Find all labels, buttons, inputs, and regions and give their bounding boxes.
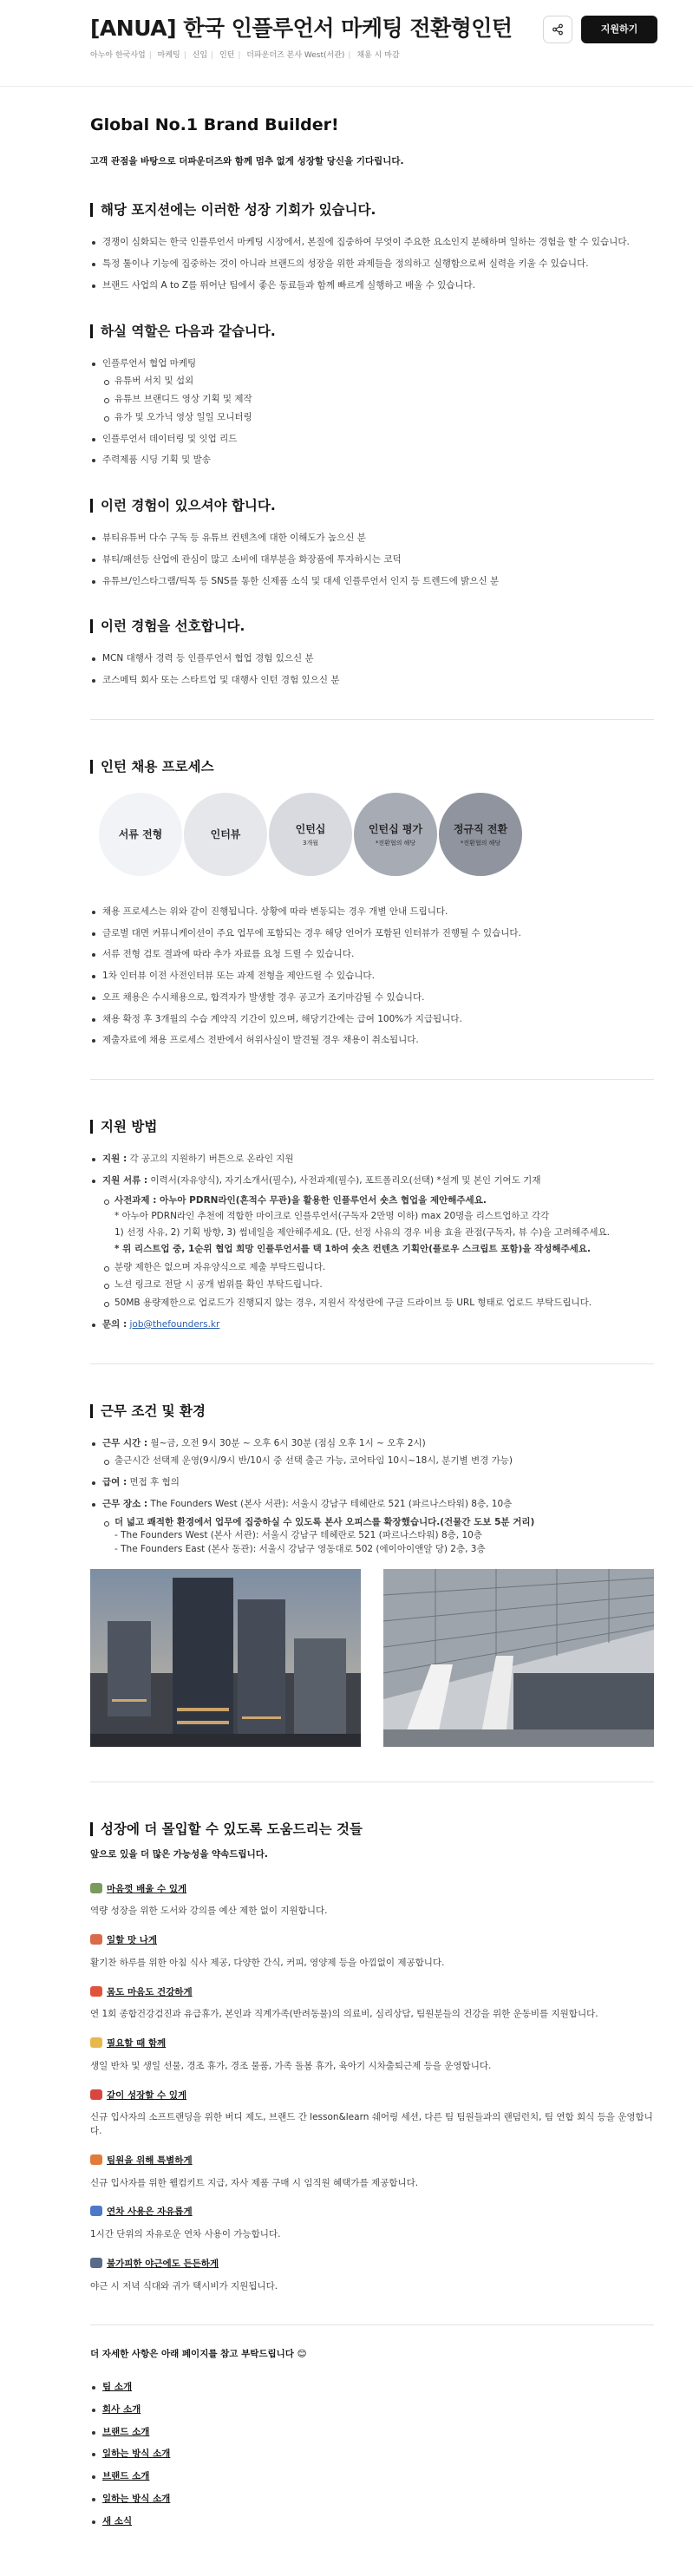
list-item: 브랜드 사업의 A to Z를 뛰어난 팀에서 좋은 동료들과 함께 빠르게 실행하고 배울 수 있습니다.: [90, 279, 654, 293]
item-label: 근무 시간 :: [102, 1437, 148, 1448]
job-meta: 아누아 한국사업 | 마케팅 | 신입 | 인턴 | 더파운더즈 본사 West(서관) | 채용 시 마감: [90, 51, 400, 60]
list-item: 서류 전형 검토 결과에 따라 추가 자료를 요청 드릴 수 있습니다.: [90, 948, 654, 962]
list-item: 1차 인터뷰 이전 사전인터뷰 또는 과제 전형을 제안드릴 수 있습니다.: [90, 970, 654, 984]
perk-item: [90, 1986, 654, 2023]
list-item-label: 인플루언서 협업 마케팅: [102, 357, 197, 369]
list-item: [90, 1437, 654, 1469]
section-title: 이런 경험을 선호합니다.: [90, 619, 654, 633]
perk-title: 일할 맛 나게: [107, 1935, 158, 1945]
perk-item: [90, 1934, 654, 1971]
office-photos: [90, 1569, 654, 1747]
perk-title: 같이 성장할 수 있게: [107, 2089, 187, 2101]
step-label: 인터뷰: [210, 827, 241, 840]
task-line: 1) 선정 사유, 2) 기획 방향, 3) 썸네일을 제안해주세요. (단, 선정 사유의 경우 비용 효율 관점(구독자, 뷰 수)을 고려해주세요.: [114, 1227, 611, 1238]
section-title: 해당 포지션에는 이러한 성장 기회가 있습니다.: [90, 203, 654, 217]
role-section: [90, 324, 654, 468]
apply-section: [90, 1120, 654, 1332]
perk-item: [90, 2037, 654, 2074]
process-section: [90, 760, 654, 1048]
book-icon: [90, 1883, 102, 1893]
food-icon: [90, 1934, 102, 1945]
item-text: 면접 후 협의: [127, 1477, 180, 1487]
divider: [90, 2324, 654, 2325]
process-step: [439, 793, 522, 876]
job-title: [ANUA] 한국 인플루언서 마케팅 전환형인턴: [90, 16, 513, 41]
process-step: [354, 793, 437, 876]
list-item: 주력제품 시딩 기획 및 발송: [90, 454, 654, 467]
intro-subtitle: 고객 관점을 바탕으로 더파운더즈와 함께 멈추 없게 성장할 당신을 기다립니다.: [90, 155, 404, 167]
sub-list-item: 50MB 용량제한으로 업로드가 진행되지 않는 경우, 지원서 작성란에 구글 드라이브 등 URL 형태로 업로드 부탁드립니다.: [102, 1297, 654, 1311]
list-item: [90, 2515, 654, 2529]
company-intro-link[interactable]: 회사 소개: [102, 2403, 141, 2415]
step-label: 정규직 전환: [453, 822, 508, 835]
perk-title: 필요할 때 함께: [107, 2038, 167, 2049]
list-item: 유튜브/인스타그램/틱톡 등 SNS를 통한 신제품 소식 및 대세 인플루언서 인지 등 트렌드에 밝으신 분: [90, 575, 654, 589]
sub-list-item: 유튜브 브랜디드 영상 기획 및 제작: [102, 393, 654, 407]
item-label: 근무 장소 :: [102, 1498, 148, 1509]
list-item: [90, 1174, 654, 1311]
perks-section: [90, 1822, 654, 2294]
meta-item: 아누아 한국사업: [90, 51, 146, 60]
apply-button[interactable]: 지원하기: [581, 16, 657, 43]
list-item: 코스메틱 회사 또는 스타트업 및 대행사 인턴 경험 있으신 분: [90, 674, 654, 688]
divider: [90, 1363, 654, 1364]
section-title: 하실 역할은 다음과 같습니다.: [90, 324, 654, 338]
perk-item: [90, 1883, 654, 1919]
list-item: [90, 1498, 654, 1557]
more-info-title: 더 자세한 사항은 아래 페이지를 참고 부탁드립니다 😊: [90, 2349, 307, 2360]
perks-subtitle: 앞으로 있을 더 많은 가능성을 약속드립니다.: [90, 1848, 268, 1860]
step-sublabel: *전환협의 해당: [375, 839, 416, 847]
perk-item: [90, 2206, 654, 2242]
share-button[interactable]: [543, 16, 572, 43]
list-item: 제출자료에 채용 프로세스 전반에서 허위사실이 발견될 경우 채용이 취소됩니다.: [90, 1034, 654, 1048]
task-line: * 아누아 PDRN라인 추천에 적합한 마이크로 인플루언서(구독자 2만명 이하) max 20명을 리스트업하고 각각: [114, 1211, 550, 1222]
sub-list-item: 노션 링크로 전달 시 공개 범위를 확인 부탁드립니다.: [102, 1278, 654, 1292]
calendar-icon: [90, 2206, 102, 2216]
list-item: [90, 1476, 654, 1490]
list-item: [90, 2426, 654, 2440]
process-step: [184, 793, 267, 876]
list-item: MCN 대행사 경력 등 인플루언서 협업 경험 있으신 분: [90, 652, 654, 666]
list-item: [90, 1153, 654, 1167]
share-icon: [552, 23, 564, 36]
work-style-link[interactable]: 일하는 방식 소개: [102, 2449, 171, 2460]
perk-desc: 생일 반차 및 생일 선물, 경조 휴가, 경조 물품, 가족 돌봄 휴가, 육아기 시차출퇴근제 등을 운영합니다.: [90, 2060, 492, 2071]
list-item: 오프 채용은 수시채용으로, 합격자가 발생할 경우 공고가 조기마감될 수 있습니다.: [90, 991, 654, 1005]
perk-item: [90, 2089, 654, 2139]
perk-title: 팀원을 위해 특별하게: [107, 2154, 193, 2166]
taxi-icon: [90, 2258, 102, 2268]
perk-title: 몸도 마음도 건강하게: [107, 1986, 193, 1997]
health-icon: [90, 1986, 102, 1997]
list-item: 채용 프로세스는 위와 같이 진행됩니다. 상황에 따라 변동되는 경우 개별 안내 드립니다.: [90, 906, 654, 919]
office-note: 더 넓고 쾌적한 환경에서 업무에 집중하실 수 있도록 본사 오피스를 확장했습니다.(건물간 도보 5분 거리): [114, 1516, 535, 1527]
team-icon: [90, 2089, 102, 2100]
process-step: [99, 793, 182, 876]
perk-title: 불가피한 야근에도 든든하게: [107, 2258, 219, 2269]
meta-item: 채용 시 마감: [356, 51, 400, 60]
intro-headline: Global No.1 Brand Builder!: [90, 115, 339, 134]
perk-desc: 역량 성장을 위한 도서와 강의를 예산 제한 없이 지원합니다.: [90, 1906, 328, 1917]
experience-section: [90, 499, 654, 588]
item-text: 이력서(자유양식), 자기소개서(필수), 사전과제(필수), 포트폴리오(선택) *설계 및 본인 기여도 기재: [147, 1174, 541, 1186]
meta-item: 신입: [192, 51, 208, 60]
section-title: 인턴 채용 프로세스: [90, 760, 654, 774]
sub-list-item: [102, 1194, 654, 1257]
perk-item: [90, 2154, 654, 2191]
divider: [90, 719, 654, 720]
item-text: 각 공고의 지원하기 버튼으로 온라인 지원: [127, 1154, 294, 1164]
list-item: [90, 2448, 654, 2462]
list-item: [90, 2493, 654, 2507]
perk-desc: 1시간 단위의 자유로운 연차 사용이 가능합니다.: [90, 2229, 281, 2239]
news-link[interactable]: 새 소식: [102, 2515, 133, 2527]
process-steps: [99, 793, 654, 876]
list-item: 경쟁이 심화되는 한국 인플루언서 마케팅 시장에서, 본질에 집중하여 무엇이 주요한 요소인지 분해하며 일하는 경험을 할 수 있습니다.: [90, 236, 654, 250]
perk-desc: 신규 입사자의 소프트랜딩을 위한 버디 제도, 브랜드 간 lesson&learn 쉐어링 세션, 다른 팀 팀원들과의 랜덤런치, 팀 연합 회식 등을 운영합니다.: [90, 2112, 653, 2136]
perk-desc: 야근 시 저녁 식대와 귀가 택시비가 지원됩니다.: [90, 2280, 278, 2292]
office-line: - The Founders West (본사 서관): 서울시 강남구 테헤란로 521 (파르나스타워) 8층, 10층: [114, 1530, 482, 1541]
item-label: 지원 서류 :: [102, 1174, 148, 1186]
meta-item: 인턴: [219, 51, 235, 60]
perk-title: 마음껏 배울 수 있게: [107, 1883, 187, 1894]
sub-list-item: 유가 및 오가닉 영상 일일 모니터링: [102, 411, 654, 425]
list-item: 뷰티/패션등 산업에 관심이 많고 소비에 대부분을 화장품에 투자하시는 코덕: [90, 553, 654, 567]
step-label: 서류 전형: [118, 827, 163, 840]
section-title: 지원 방법: [90, 1120, 654, 1134]
list-item: [90, 2470, 654, 2484]
family-icon: [90, 2037, 102, 2048]
meta-item: 마케팅: [157, 51, 180, 60]
item-label: 지원 :: [102, 1154, 127, 1164]
team-intro-link[interactable]: 팀 소개: [102, 2382, 133, 2392]
brand-intro-link[interactable]: 브랜드 소개: [102, 2426, 150, 2437]
item-text: The Founders West (본사 서관): 서울시 강남구 테헤란로 521 (파르나스타워) 8층, 10층: [147, 1498, 513, 1509]
section-title: 성장에 더 몰입할 수 있도록 도움드리는 것들: [90, 1822, 654, 1836]
job-description: [90, 113, 654, 2537]
work-style-link-2[interactable]: 일하는 방식 소개: [102, 2493, 171, 2504]
office-line: - The Founders East (본사 동관): 서울시 강남구 영동대로 502 (에이아이앤알 당) 2층, 3층: [114, 1544, 486, 1554]
sub-list-item: 유튜버 서치 및 섭외: [102, 375, 654, 389]
item-label: 문의 :: [102, 1318, 127, 1330]
list-item: 특정 툴이나 기능에 집중하는 것이 아니라 브랜드의 성장을 위한 과제들을 정의하고 실행함으로써 실력을 키울 수 있습니다.: [90, 258, 654, 271]
list-item: 뷰티유튜버 다수 구독 등 유튜브 컨텐츠에 대한 이해도가 높으신 분: [90, 532, 654, 546]
perk-title: 연차 사용은 자유롭게: [107, 2207, 193, 2218]
perk-desc: 활기찬 하루를 위한 아침 식사 제공, 다양한 간식, 커피, 영양제 등을 아낌없이 제공합니다.: [90, 1957, 445, 1968]
step-label: 인턴십: [295, 822, 326, 835]
task-line: * 위 리스트업 중, 1순위 협업 희망 인플루언서를 택 1하여 숏츠 컨텐츠 기획안(플로우 스크립트 포함)을 작성해주세요.: [114, 1243, 591, 1254]
process-step: [269, 793, 352, 876]
sub-list-item: [102, 1516, 654, 1557]
divider: [90, 1079, 654, 1080]
more-info-section: [90, 2348, 654, 2528]
gift-icon: [90, 2154, 102, 2165]
office-photo-east: [383, 1569, 654, 1747]
brand-intro-link-2[interactable]: 브랜드 소개: [102, 2471, 150, 2481]
meta-item: 더파운더즈 본사 West(서관): [246, 51, 345, 60]
list-item: [90, 1318, 654, 1332]
list-item: [90, 357, 654, 425]
contact-email-link[interactable]: job@thefounders.kr: [129, 1318, 220, 1330]
sub-list-item: 분량 제한은 없으며 자유양식으로 제출 부탁드립니다.: [102, 1261, 654, 1275]
perk-desc: 신규 입사자를 위한 웰컴키트 지급, 자사 제품 구매 시 임직원 혜택가를 제공합니다.: [90, 2177, 419, 2188]
list-item: 인플루언서 데이터링 및 잇업 리드: [90, 433, 654, 447]
item-label: 급여 :: [102, 1477, 127, 1487]
sub-list-item: 출근시간 선택제 운영(9시/9시 반/10시 중 선택 출근 가능, 코어타임 10시~18시, 분기별 변경 가능): [102, 1455, 654, 1468]
item-text: 월~금, 오전 9시 30분 ~ 오후 6시 30분 (점심 오후 1시 ~ 오후 2시): [147, 1437, 426, 1448]
step-sublabel: 3개월: [303, 839, 318, 847]
list-item: 채용 확정 후 3개월의 수습 계약직 기간이 있으며, 해당기간에는 급여 100%가 지급됩니다.: [90, 1013, 654, 1027]
list-item: [90, 2381, 654, 2395]
list-item: [90, 2403, 654, 2417]
task-heading: 사전과제 : 아누아 PDRN라인(흔적수 무관)을 활용한 인플루언서 숏츠 협업을 제안해주세요.: [114, 1194, 487, 1206]
perk-item: [90, 2258, 654, 2294]
step-label: 인턴십 평가: [368, 822, 423, 835]
section-title: 이런 경험이 있으셔야 합니다.: [90, 499, 654, 513]
job-header: [0, 0, 693, 87]
office-photo-west: [90, 1569, 361, 1747]
preferred-section: [90, 619, 654, 688]
section-title: 근무 조건 및 환경: [90, 1404, 654, 1418]
perk-desc: 연 1회 종합건강검진과 유급휴가, 본인과 직계가족(반려동물)의 의료비, 심리상담, 팀원분들의 건강을 위한 운동비를 지원합니다.: [90, 2009, 598, 2020]
work-section: [90, 1404, 654, 1747]
list-item: 글로벌 대면 커뮤니케이션이 주요 업무에 포함되는 경우 해당 언어가 포함된 인터뷰가 진행될 수 있습니다.: [90, 927, 654, 941]
growth-section: [90, 203, 654, 292]
step-sublabel: *전환협의 해당: [460, 839, 501, 847]
